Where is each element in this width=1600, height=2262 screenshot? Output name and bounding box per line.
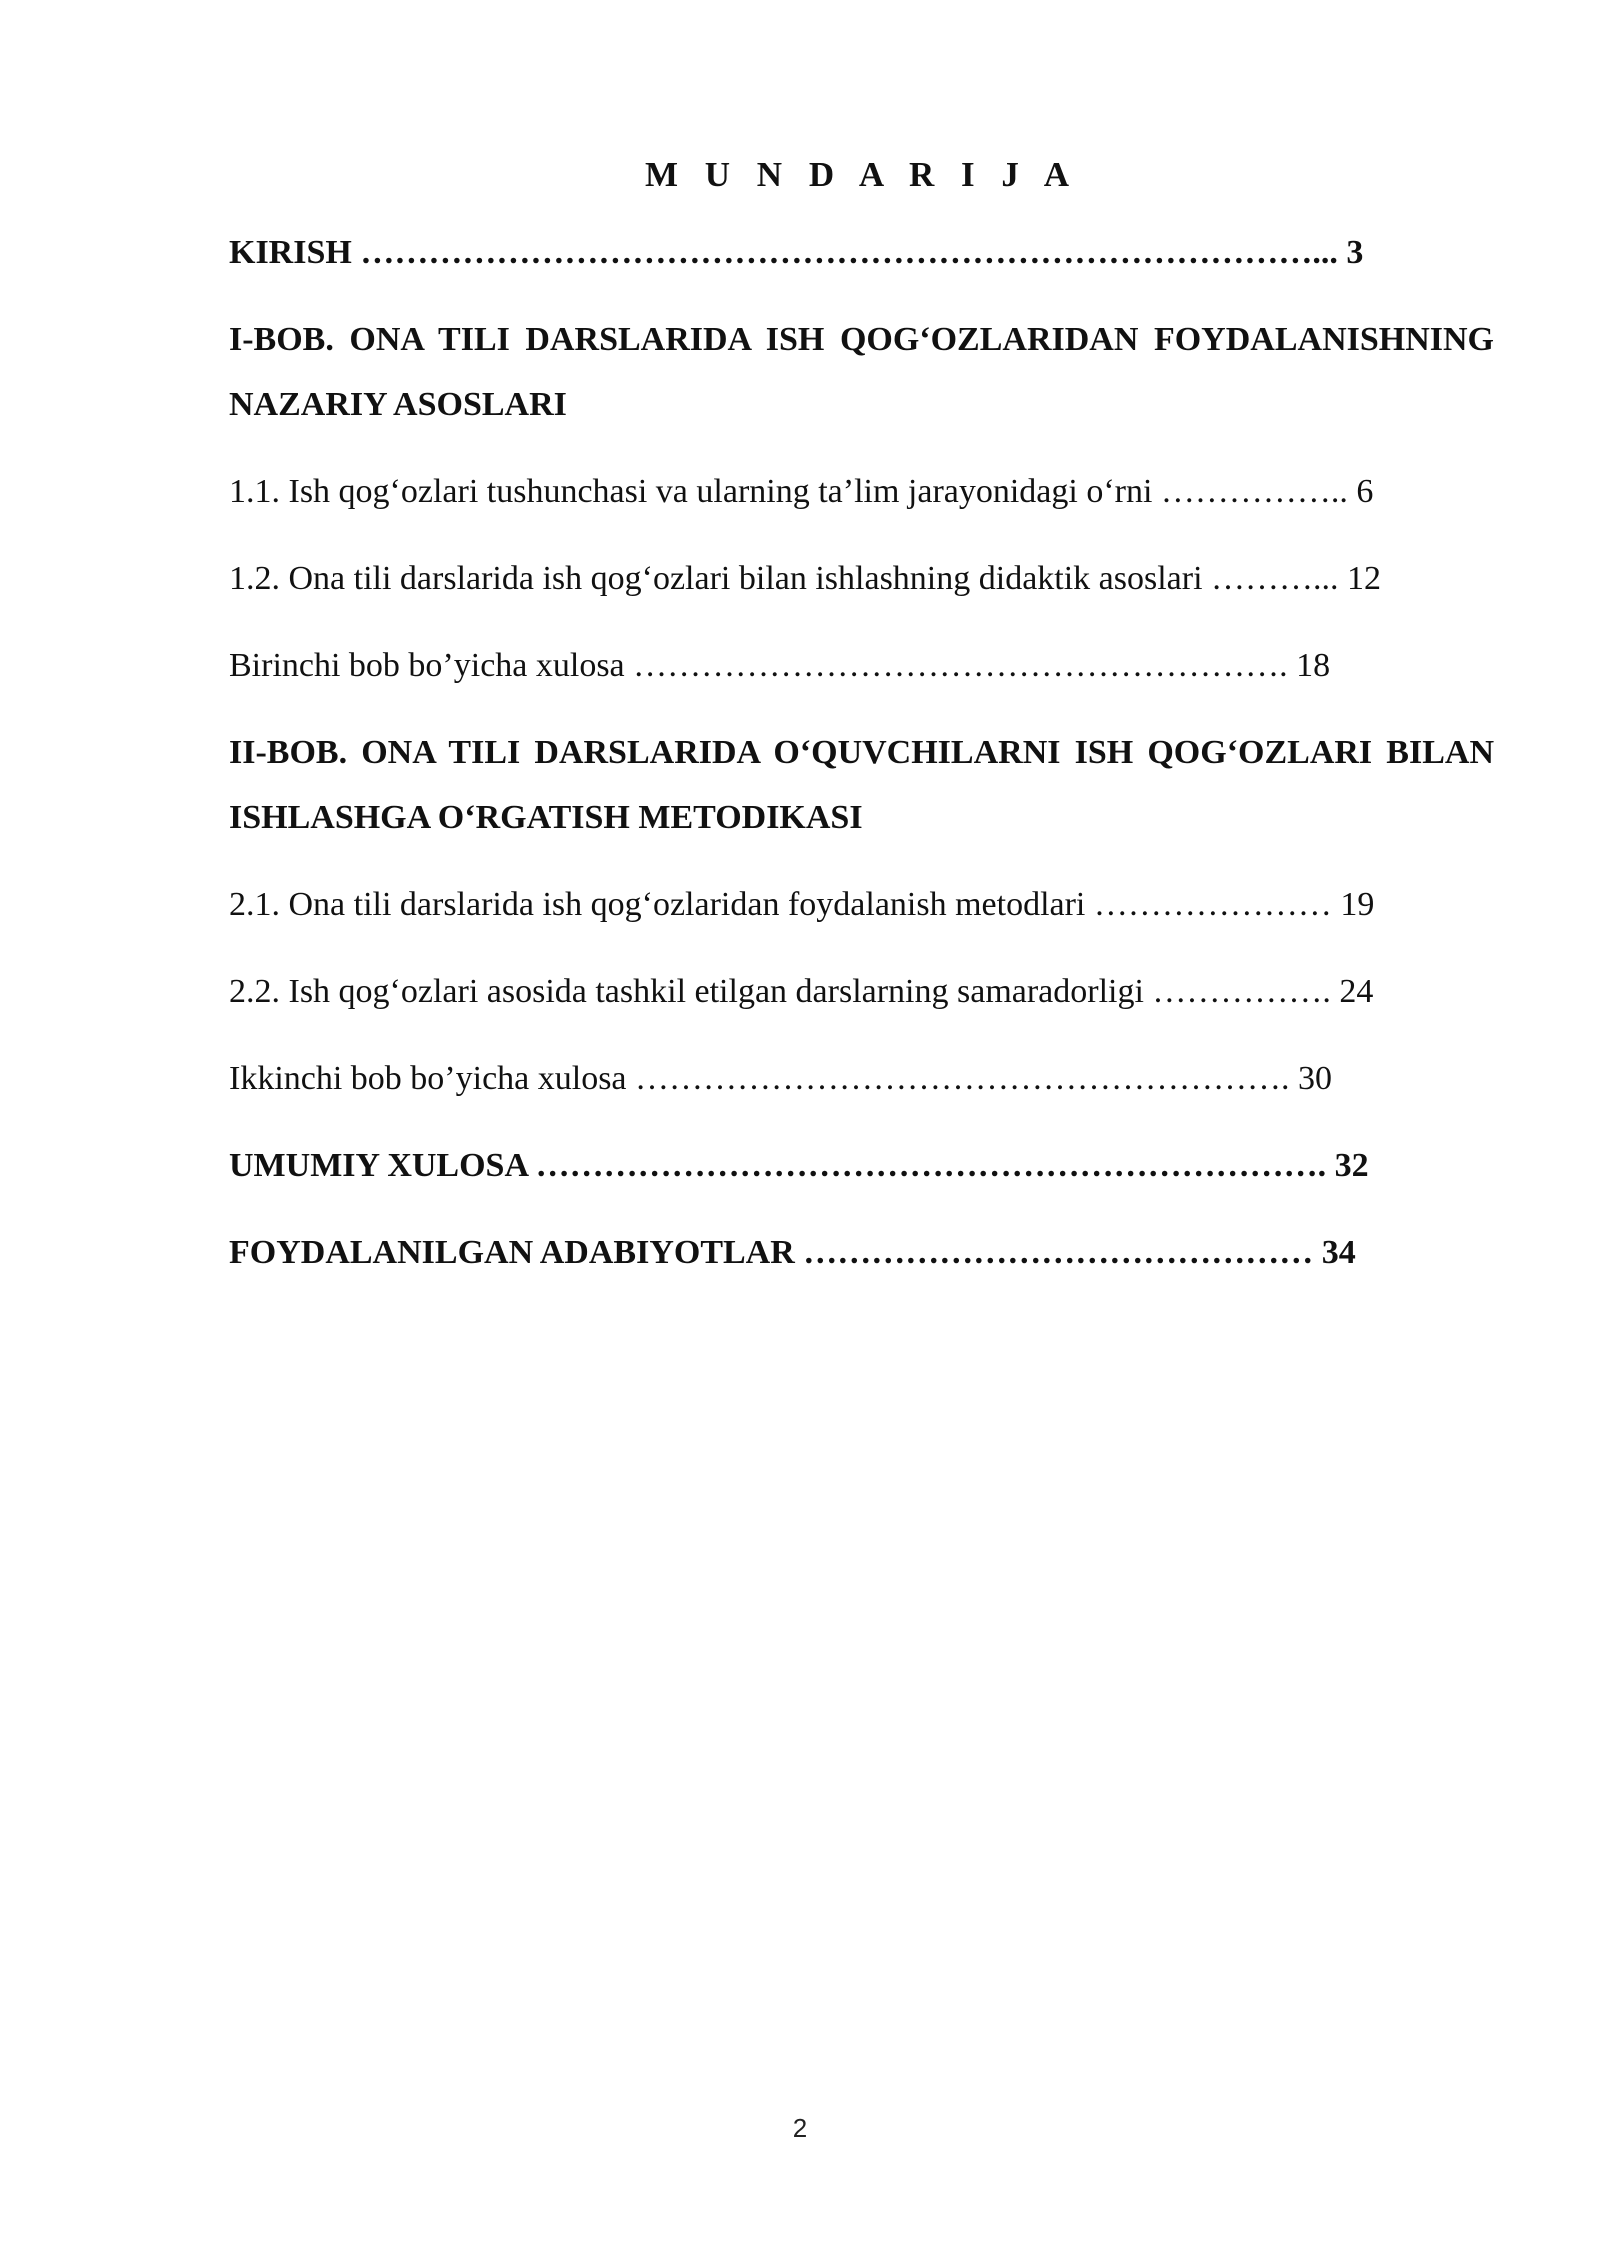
toc-entry-chapter-1-conclusion: Birinchi bob bo’yicha xulosa …………………………………………………. 18 xyxy=(229,647,1331,684)
toc-entry-chapter-1: I-BOB. ONA TILI DARSLARIDA ISH QOG‘OZLARIDAN FOYDALANISHNING NAZARIY ASOSLARI xyxy=(229,321,1494,423)
page-number: 2 xyxy=(792,2113,808,2143)
toc-entry-section-1-1: 1.1. Ish qog‘ozlari tushunchasi va ularning ta’lim jarayonidagi o‘rni …………….. 6 xyxy=(229,473,1374,510)
toc-title: M U N D A R I J A xyxy=(644,155,1079,194)
toc-entry-chapter-2-conclusion: Ikkinchi bob bo’yicha xulosa …………………………………………………. 30 xyxy=(229,1060,1333,1097)
toc-entry-section-2-1: 2.1. Ona tili darslarida ish qog‘ozlaridan foydalanish metodlari ………………… 19 xyxy=(229,886,1375,923)
toc-entry-section-1-2: 1.2. Ona tili darslarida ish qog‘ozlari bilan ishlashning didaktik asoslari ………... 12 xyxy=(229,560,1382,597)
toc-entry-section-2-2: 2.2. Ish qog‘ozlari asosida tashkil etilgan darslarning samaradorligi ……………. 24 xyxy=(229,973,1374,1010)
table-of-contents xyxy=(229,150,1494,1307)
toc-entry-chapter-2: II-BOB. ONA TILI DARSLARIDA O‘QUVCHILARNI ISH QOG‘OZLARI BILAN ISHLASHGA O‘RGATISH METODIKASI xyxy=(229,734,1494,836)
toc-entry-references: FOYDALANILGAN ADABIYOTLAR ……………………………………… 34 xyxy=(229,1234,1356,1271)
toc-entry-kirish: KIRISH …………………………………………………………………………... 3 xyxy=(229,234,1364,271)
toc-entry-general-conclusion: UMUMIY XULOSA ……………………………………………………………. 32 xyxy=(229,1147,1369,1184)
